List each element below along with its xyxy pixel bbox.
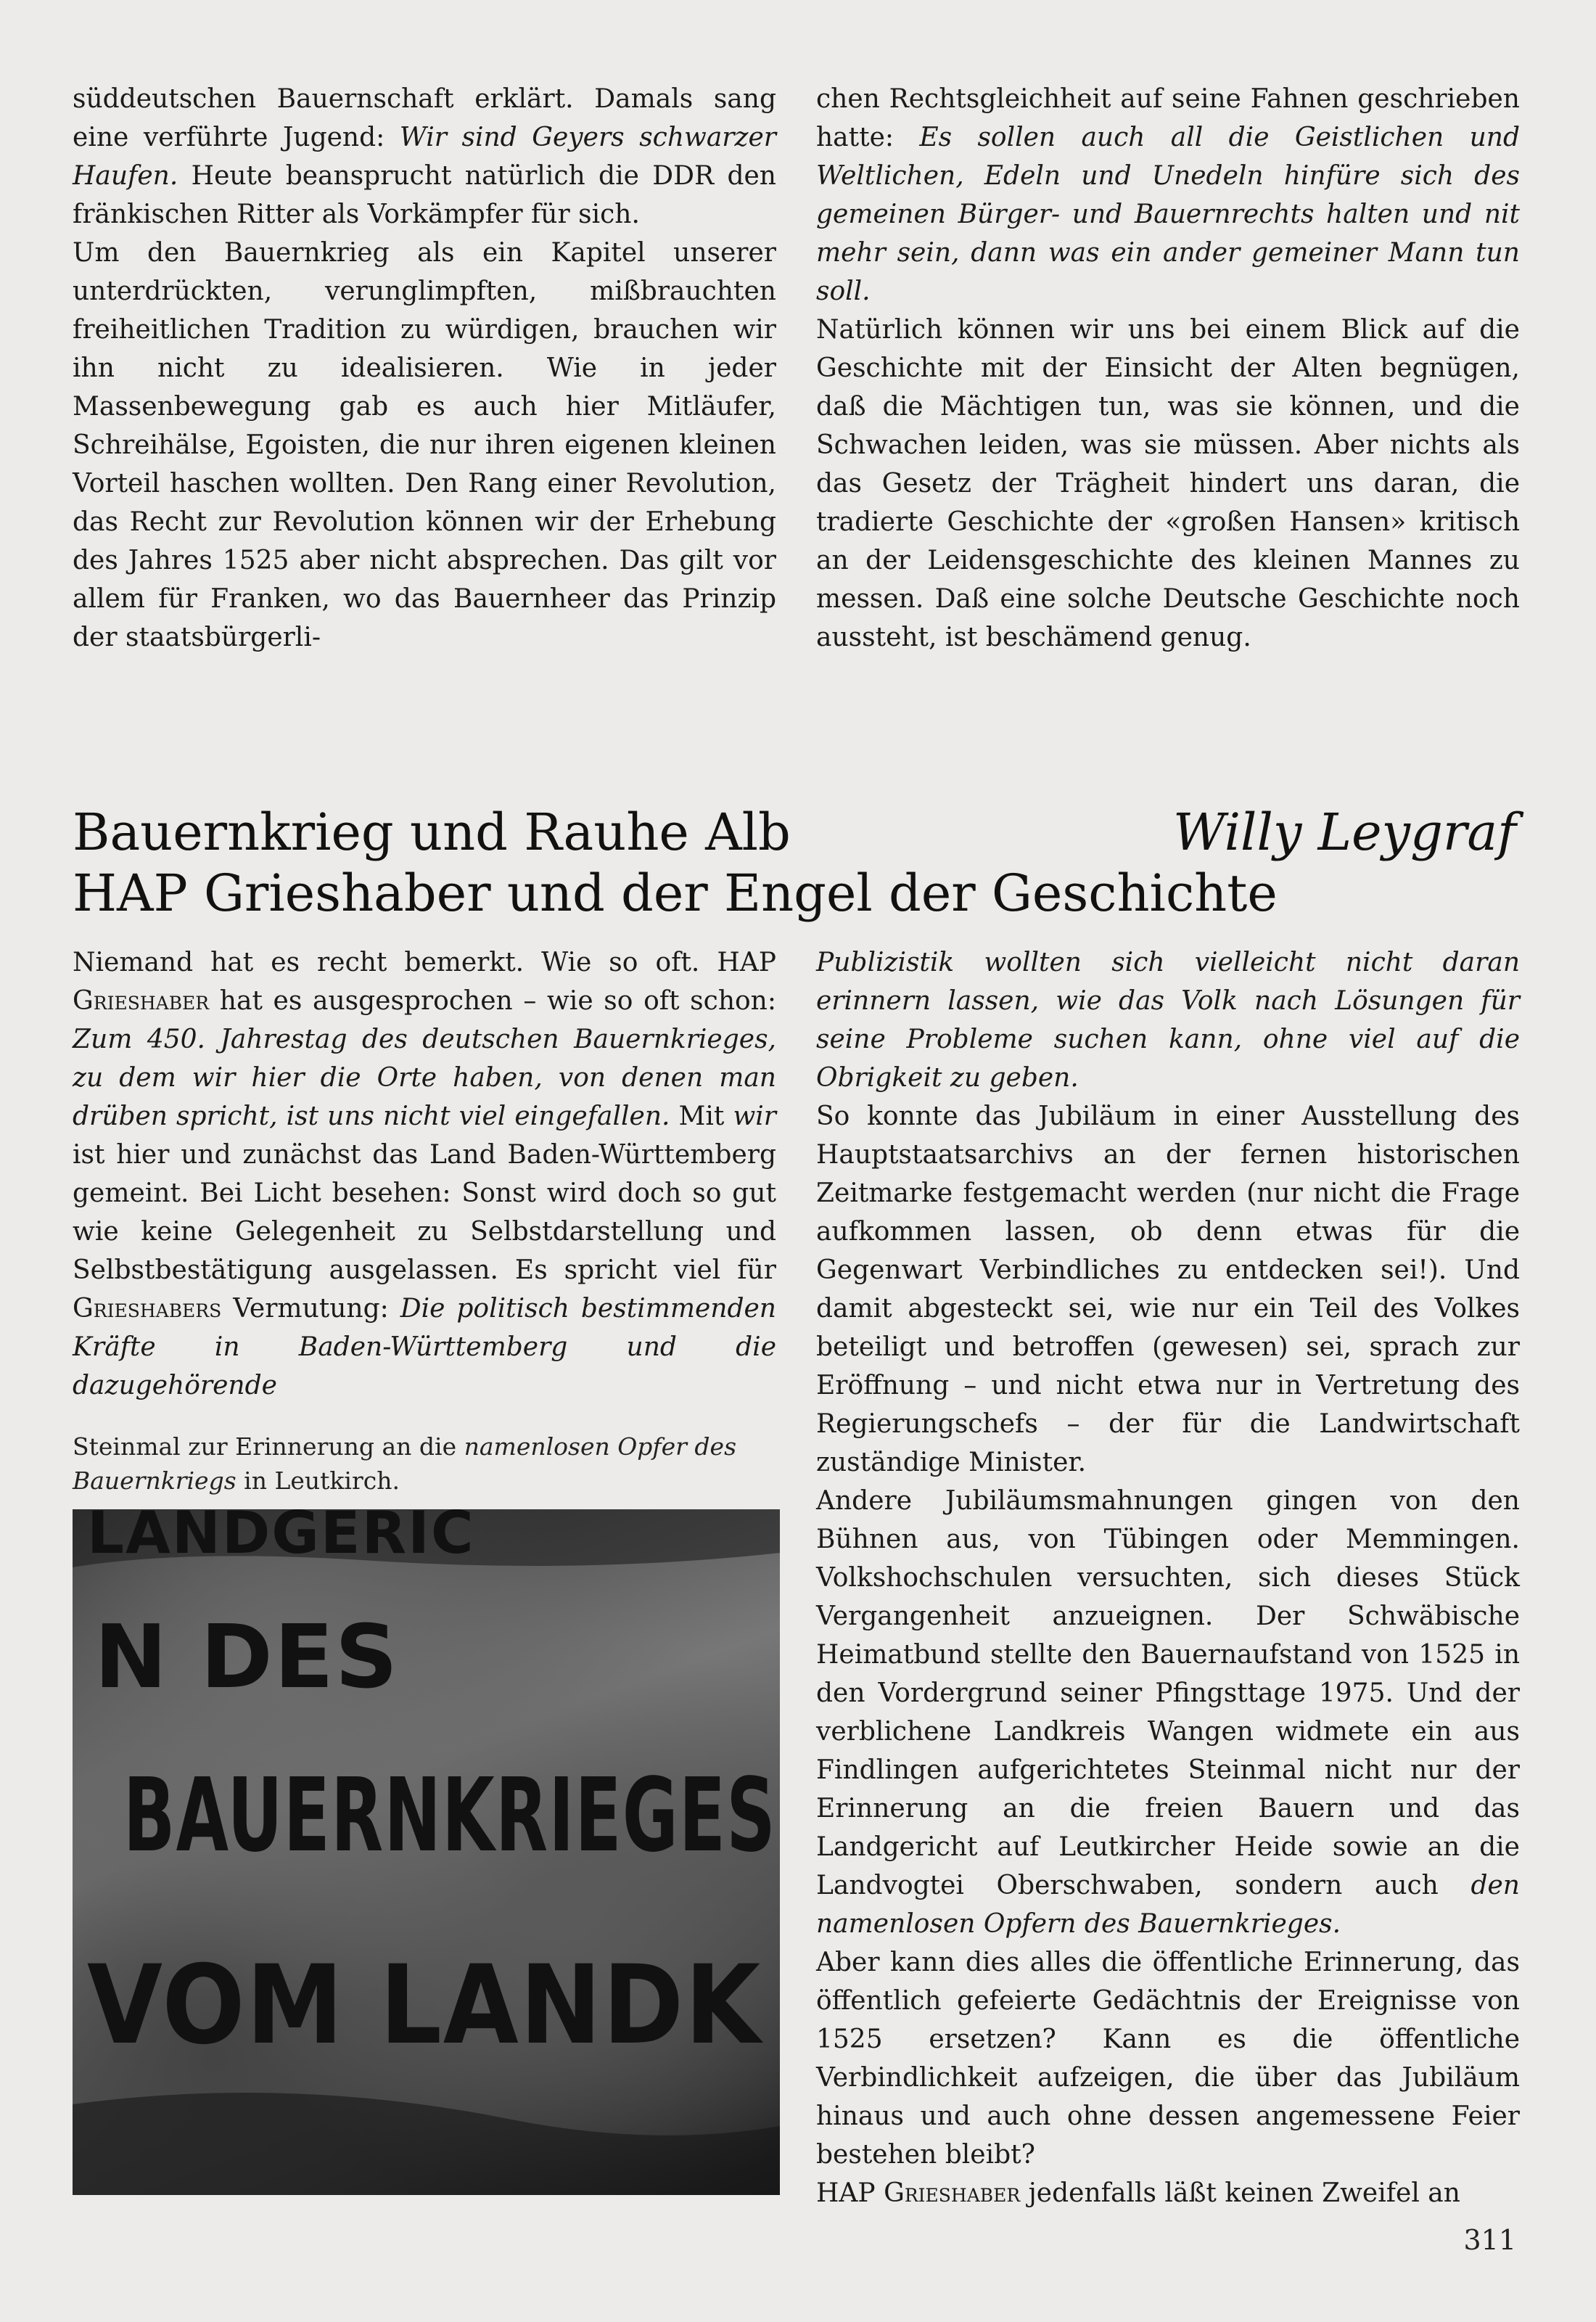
photo-caption <box>73 1429 769 1498</box>
paragraph: Aber kann dies alles die öffentliche Erinnerung, das öffentlich gefeierte Gedächtnis der Ereignisse von 1525 ersetzen? Kann es die öffentliche Verbindlichkeit aufzeigen, die über das Jubiläum hinaus und auch ohne dessen angemessene Feier bestehen bleibt? <box>816 1948 1520 2170</box>
paragraph <box>816 80 1520 311</box>
top-right-column <box>816 80 1520 657</box>
small-caps-run: Grieshaber <box>73 986 210 1016</box>
bottom-left-column <box>73 943 776 1405</box>
stone-photo <box>73 1509 780 2195</box>
title-line-2: HAP Grieshaber und der Engel der Geschichte <box>73 863 1278 923</box>
text-run: jedenfalls läßt keinen Zweifel an <box>1020 2178 1460 2208</box>
italic-run: Zum 450. Jahrestag des deutschen Bauernkrieges, zu dem wir hier die Orte haben, von denen man drüben spricht, ist uns nicht viel eingefallen. <box>73 1025 776 1131</box>
small-caps-run: Grieshabers <box>73 1294 222 1324</box>
text-run: Andere Jubiläumsmahnungen gingen von den Bühnen aus, von Tübingen oder Memmingen. Volkshochschulen versuchten, sich dieses Stück Vergangenheit anzueignen. Der Schwäbische Heimatbund stellte den Bauernaufstand von 1525 in den Vordergrund seiner Pfingsttage 1975. Und der verblichene Landkreis Wangen widmete ein aus Findlingen aufgerichtetes Steinmal nicht nur der Erinnerung an die freien Bauern und das Landgericht auf Leutkircher Heide sowie an die Landvogtei Oberschwaben, sondern auch <box>816 1486 1520 1900</box>
title-line-1: Bauernkrieg und Rauhe Alb <box>73 803 791 862</box>
paragraph <box>816 2174 1520 2212</box>
italic-run: wir <box>733 1101 776 1131</box>
paragraph <box>73 80 776 234</box>
caption-italic: namenlosen Opfer des Bauernkriegs <box>73 1432 737 1495</box>
text-run: chen Rechtsgleichheit auf seine Fahnen geschrieben hatte: <box>816 84 1520 152</box>
paragraph <box>816 943 1520 1097</box>
engraved-text-line-4: VOM LANDK <box>87 1942 764 2069</box>
paragraph: Um den Bauernkrieg als ein Kapitel unserer unterdrückten, verunglimpften, mißbrauchten freiheitlichen Tradition zu würdigen, brauchen wir ihn nicht zu idealisieren. Wie in jeder Massenbewegung gab es auch hier Mitläufer, Schreihälse, Egoisten, die nur ihren eigenen kleinen Vorteil haschen wollten. Den Rang einer Revolution, das Recht zur Revolution können wir der Erhebung des Jahres 1525 aber nicht absprechen. Das gilt vor allem für Franken, wo das Bauernheer das Prinzip der staatsbürgerli- <box>73 238 776 652</box>
paragraph <box>816 1482 1520 1943</box>
small-caps-run: Grieshaber <box>884 2178 1021 2208</box>
italic-run: Wir sind Geyers schwarzer Haufen. <box>73 123 776 191</box>
page-number: 311 <box>1463 2224 1516 2256</box>
text-run: Niemand hat es recht bemerkt. Wie so oft. HAP <box>73 948 776 977</box>
caption-tail: in Leutkirch. <box>236 1466 400 1495</box>
bottom-right-column <box>816 943 1520 2212</box>
text-run: ist hier und zunächst das Land Baden-Württemberg gemeint. Bei Licht besehen: Sonst wird doch so gut wie keine Gelegenheit zu Selbstdarstellung und Selbstbestätigung ausgelassen. Es spricht viel für <box>73 1140 776 1285</box>
text-run: Heute beansprucht natürlich die DDR den fränkischen Ritter als Vorkämpfer für sich. <box>73 161 776 229</box>
caption-text: Steinmal zur Erinnerung an die <box>73 1432 464 1461</box>
engraved-text-line-1: LANDGERIC <box>87 1509 475 1567</box>
article-author: Willy Leygraf <box>1172 803 1516 862</box>
text-run: süddeutschen Bauernschaft erklärt. Damals sang eine verführte Jugend: <box>73 84 776 152</box>
text-run: Mit <box>670 1101 733 1131</box>
italic-run: den namenlosen Opfern des Bauernkrieges. <box>816 1871 1520 1939</box>
top-left-column <box>73 80 776 657</box>
engraved-text-line-3: BAUERNKRIEGES <box>123 1757 776 1875</box>
paragraph: So konnte das Jubiläum in einer Ausstellung des Hauptstaatsarchivs an der fernen historischen Zeitmarke festgemacht werden (nur nicht die Frage aufkommen lassen, ob denn etwas für die Gegenwart Verbindliches zu entdecken sei!). Und damit abgesteckt sei, wie nur ein Teil des Volkes beteiligt und betroffen (gewesen) sei, sprach zur Eröffnung – und nicht etwa nur in Vertretung des Regierungschefs – der für die Landwirtschaft zuständige Minister. <box>816 1101 1520 1477</box>
italic-run: Es sollen auch all die Geistlichen und Weltlichen, Edeln und Unedeln hinfüre sich des gemeinen Bürger- und Bauernrechts halten und nit mehr sein, dann was ein ander gemeiner Mann tun soll. <box>816 123 1520 306</box>
stone-engraving <box>73 1509 780 2195</box>
italic-run: Publizistik wollten sich vielleicht nicht daran erinnern lassen, wie das Volk nach Lösungen für seine Probleme suchen kann, ohne viel auf die Obrigkeit zu geben. <box>816 948 1520 1093</box>
text-run: Vermutung: <box>221 1294 400 1324</box>
text-run: hat es ausgesprochen – wie so oft schon: <box>209 986 776 1016</box>
paragraph <box>73 943 776 1405</box>
engraved-text-line-2: N DES <box>94 1607 400 1708</box>
stone-shadow <box>73 2093 780 2195</box>
italic-run: Die politisch bestimmenden Kräfte in Baden-Württemberg und die dazugehörende <box>73 1294 776 1400</box>
paragraph: Natürlich können wir uns bei einem Blick auf die Geschichte mit der Einsicht der Alten begnügen, daß die Mächtigen tun, was sie können, und die Schwachen leiden, was sie müssen. Aber nichts als das Gesetz der Trägheit hindert uns daran, die tradierte Geschichte der «großen Hansen» kritisch an der Leidensgeschichte des kleinen Mannes zu messen. Daß eine solche Deutsche Geschichte noch aussteht, ist beschämend genug. <box>816 315 1520 652</box>
text-run: HAP <box>816 2178 884 2208</box>
